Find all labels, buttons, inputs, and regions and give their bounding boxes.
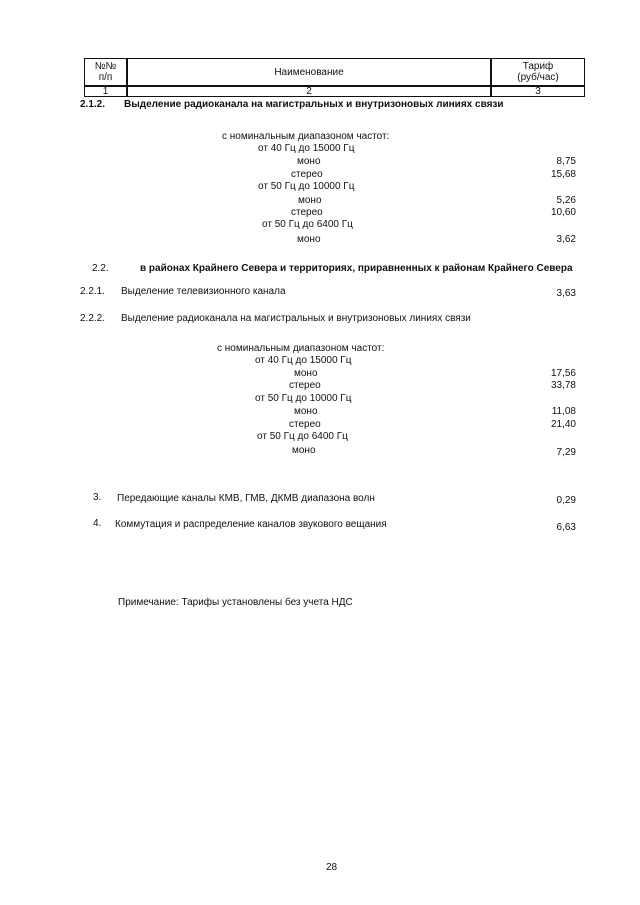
section-222-mono-1: моно bbox=[294, 368, 318, 379]
section-3-value: 0,29 bbox=[556, 495, 576, 506]
section-221-value: 3,63 bbox=[556, 288, 576, 299]
section-3-title: Передающие каналы КМВ, ГМВ, ДКМВ диапазона волн bbox=[117, 493, 375, 504]
section-222-stereo-2-value: 21,40 bbox=[550, 419, 576, 430]
column-header-name: Наименование bbox=[274, 67, 344, 78]
column-index-2: 2 bbox=[306, 86, 312, 97]
section-212-stereo-1-value: 15,68 bbox=[550, 169, 576, 180]
section-222-range-3: от 50 Гц до 6400 Гц bbox=[257, 431, 348, 442]
section-212-mono-1: моно bbox=[297, 156, 321, 167]
page-number: 28 bbox=[326, 862, 338, 873]
section-222-number: 2.2.2. bbox=[80, 313, 106, 324]
section-212-stereo-2-value: 10,60 bbox=[550, 207, 576, 218]
section-4-value: 6,63 bbox=[556, 522, 576, 533]
section-4-number: 4. bbox=[93, 518, 102, 529]
section-212-range-1: от 40 Гц до 15000 Гц bbox=[258, 143, 355, 154]
column-header-tariff: Тариф (руб/час) bbox=[517, 61, 559, 83]
section-221-number: 2.2.1. bbox=[80, 286, 106, 297]
section-212-number: 2.1.2. bbox=[80, 99, 106, 110]
note-text: Примечание: Тарифы установлены без учета НДС bbox=[118, 597, 353, 608]
section-3-number: 3. bbox=[93, 492, 102, 503]
section-222-range-2: от 50 Гц до 10000 Гц bbox=[255, 393, 352, 404]
section-212-mono-2: моно bbox=[298, 195, 322, 206]
section-222-mono-2: моно bbox=[294, 406, 318, 417]
section-221-title: Выделение телевизионного канала bbox=[121, 286, 286, 297]
section-212-stereo-2: стерео bbox=[291, 207, 323, 218]
section-212-range-3: от 50 Гц до 6400 Гц bbox=[262, 219, 353, 230]
section-212-stereo-1: стерео bbox=[291, 169, 323, 180]
section-22-number: 2.2. bbox=[92, 263, 109, 274]
section-212-nominal-range: с номинальным диапазоном частот: bbox=[222, 131, 390, 142]
section-212-mono-3-value: 3,62 bbox=[556, 234, 576, 245]
section-222-mono-3-value: 7,29 bbox=[556, 447, 576, 458]
section-222-mono-1-value: 17,56 bbox=[550, 368, 576, 379]
section-4-title: Коммутация и распределение каналов звукового вещания bbox=[115, 519, 387, 530]
section-212-title: Выделение радиоканала на магистральных и внутризоновых линиях связи bbox=[124, 99, 504, 110]
column-index-3: 3 bbox=[535, 86, 541, 97]
section-222-mono-2-value: 11,08 bbox=[551, 406, 576, 417]
column-index-1: 1 bbox=[102, 86, 109, 97]
section-222-stereo-2: стерео bbox=[289, 419, 321, 430]
section-222-range-1: от 40 Гц до 15000 Гц bbox=[255, 355, 352, 366]
section-222-mono-3: моно bbox=[292, 445, 316, 456]
section-222-nominal-range: с номинальным диапазоном частот: bbox=[217, 343, 385, 354]
column-header-number: №№ п/п bbox=[94, 61, 117, 83]
section-212-mono-2-value: 5,26 bbox=[556, 195, 576, 206]
section-212-mono-1-value: 8,75 bbox=[556, 156, 576, 167]
section-222-stereo-1: стерео bbox=[289, 380, 321, 391]
section-222-title: Выделение радиоканала на магистральных и внутризоновых линиях связи bbox=[121, 313, 471, 324]
tariff-table-header bbox=[84, 58, 585, 97]
section-22-title: в районах Крайнего Севера и территориях, приравненных к районам Крайнего Севера bbox=[140, 263, 573, 274]
section-222-stereo-1-value: 33,78 bbox=[550, 380, 576, 391]
section-212-mono-3: моно bbox=[297, 234, 321, 245]
section-212-range-2: от 50 Гц до 10000 Гц bbox=[258, 181, 355, 192]
